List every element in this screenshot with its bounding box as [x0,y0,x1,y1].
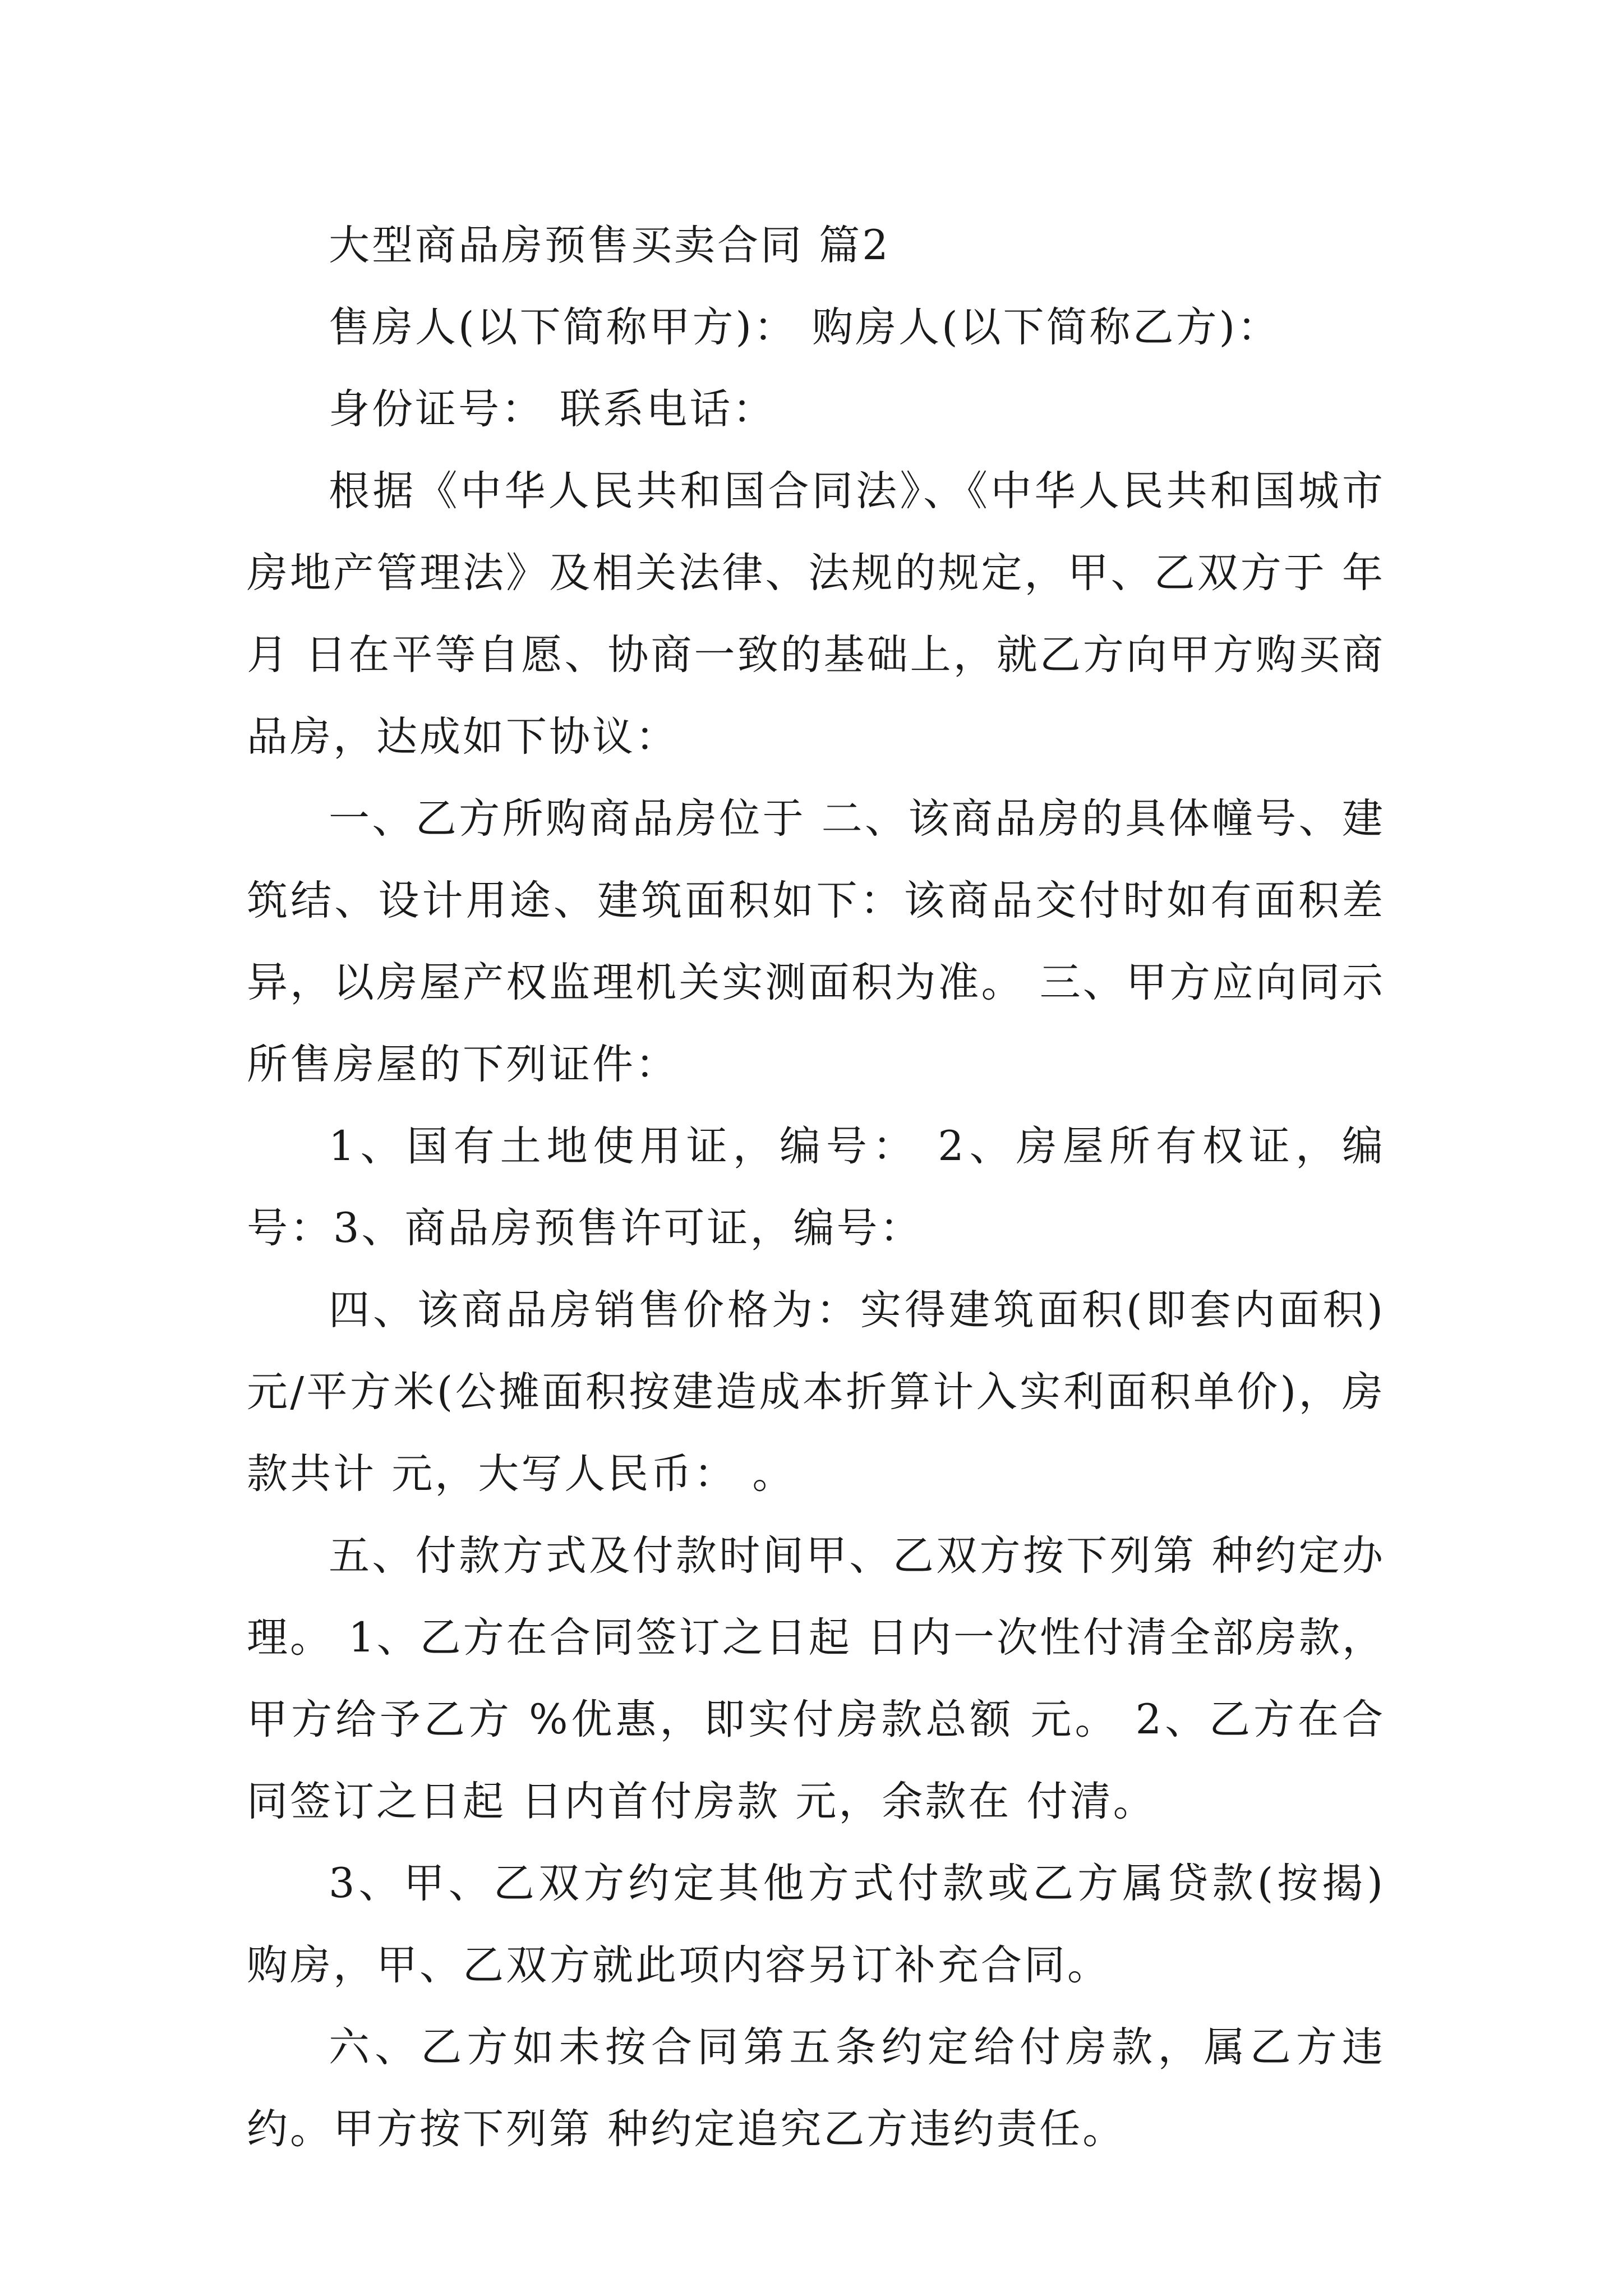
preamble-paragraph: 根据《中华人民共和国合同法》、《中华人民共和国城市房地产管理法》及相关法律、法规的规定，甲、乙双方于 年 月 日在平等自愿、协商一致的基础上，就乙方向甲方购买商品房，达成如下协议： [247,467,1385,761]
id-contact-line: 身份证号： 联系电话： [329,385,776,433]
document-title: 大型商品房预售买卖合同 篇2 [329,222,891,269]
document-body [247,205,1385,2170]
payment-paragraph: 五、付款方式及付款时间甲、乙双方按下列第 种约定办理。 1、乙方在合同签订之日起 日内一次性付清全部房款，甲方给予乙方 %优惠，即实付房款总额 元。 2、乙方在合同签订之日起 日内首付房款 元，余款在 付清。 [247,1532,1385,1825]
certificates-paragraph: 1、国有土地使用证，编号： 2、房屋所有权证，编号：3、商品房预售许可证，编号： [247,1122,1385,1252]
other-payment-paragraph: 3、甲、乙双方约定其他方式付款或乙方属贷款(按揭)购房，甲、乙双方就此项内容另订补充合同。 [247,1860,1385,1989]
clause-paragraph: 一、乙方所购商品房位于 二、该商品房的具体幢号、建筑结、设计用途、建筑面积如下：该商品交付时如有面积差异，以房屋产权监理机关实测面积为准。 三、甲方应向同示所售房屋的下列证件： [247,795,1385,1088]
price-paragraph: 四、该商品房销售价格为：实得建筑面积(即套内面积)元/平方米(公摊面积按建造成本折算计入实利面积单价)，房款共计 元，大写人民币： 。 [247,1286,1385,1498]
party-line: 售房人(以下简称甲方)： 购房人(以下简称乙方)： [329,303,1281,351]
breach-paragraph: 六、乙方如未按合同第五条约定给付房款，属乙方违约。甲方按下列第 种约定追究乙方违约责任。 [247,2023,1385,2153]
